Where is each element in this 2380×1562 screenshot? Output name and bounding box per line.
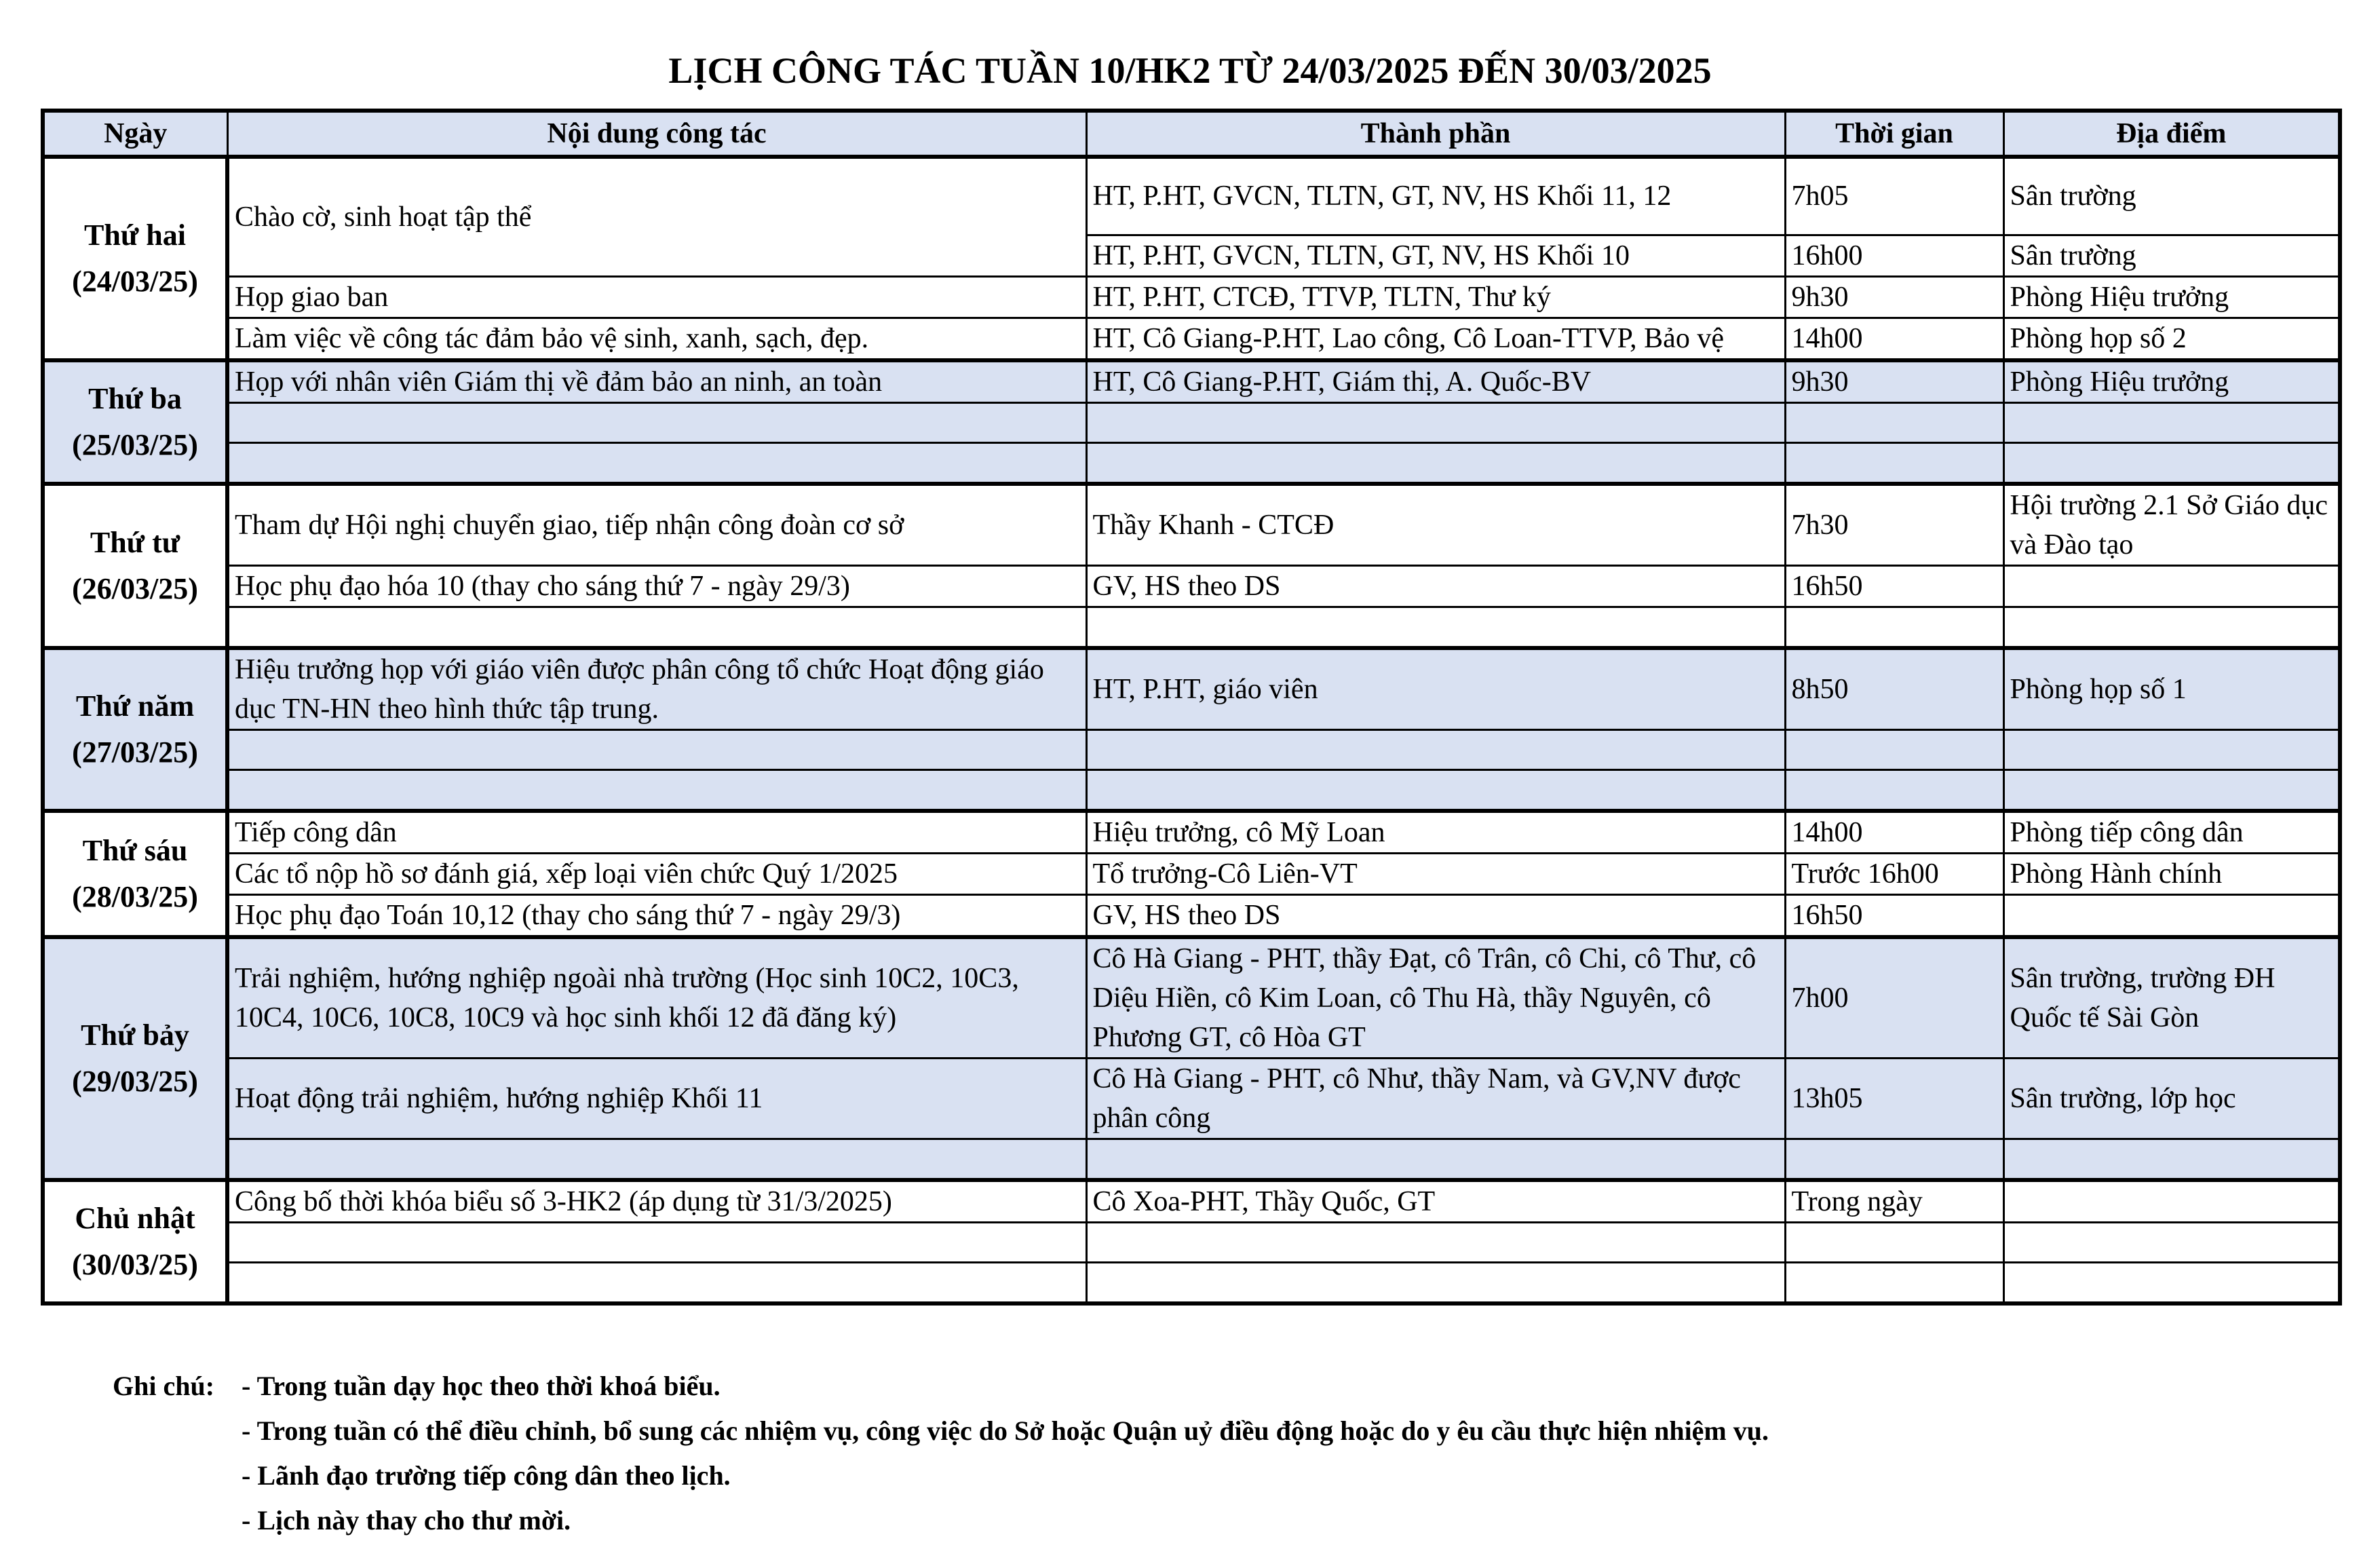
time-cell — [1785, 729, 2003, 769]
place-cell — [2003, 1180, 2340, 1223]
table-row — [43, 729, 2340, 769]
members-cell — [1086, 1262, 1785, 1303]
members-cell — [1086, 1139, 1785, 1180]
content-cell: Họp với nhân viên Giám thị về đảm bảo an ninh, an toàn — [227, 360, 1086, 403]
table-row — [43, 811, 2340, 854]
members-cell: GV, HS theo DS — [1086, 565, 1785, 607]
time-cell: 13h05 — [1785, 1058, 2003, 1139]
content-cell: Họp giao ban — [227, 276, 1086, 318]
members-cell: Hiệu trưởng, cô Mỹ Loan — [1086, 811, 1785, 854]
place-cell: Phòng Hiệu trưởng — [2003, 276, 2340, 318]
members-cell: HT, P.HT, giáo viên — [1086, 648, 1785, 730]
place-cell: Phòng tiếp công dân — [2003, 811, 2340, 854]
members-cell: HT, P.HT, GVCN, TLTN, GT, NV, HS Khối 10 — [1086, 235, 1785, 276]
day-name: Thứ bảy — [81, 1018, 189, 1052]
place-cell — [2003, 1139, 2340, 1180]
time-cell — [1785, 442, 2003, 484]
members-cell: Thầy Khanh - CTCĐ — [1086, 484, 1785, 566]
place-cell — [2003, 1222, 2340, 1262]
table-row — [43, 1262, 2340, 1303]
content-cell: Công bố thời khóa biểu số 3-HK2 (áp dụng từ 31/3/2025) — [227, 1180, 1086, 1223]
content-cell — [227, 729, 1086, 769]
place-cell: Sân trường, lớp học — [2003, 1058, 2340, 1139]
table-row — [43, 894, 2340, 937]
table-row — [43, 484, 2340, 566]
day-cell — [43, 484, 227, 648]
table-row — [43, 402, 2340, 442]
time-cell — [1785, 769, 2003, 811]
time-cell — [1785, 402, 2003, 442]
members-cell — [1086, 442, 1785, 484]
table-row — [43, 1222, 2340, 1262]
column-header-content: Nội dung công tác — [227, 111, 1086, 157]
members-cell: HT, Cô Giang-P.HT, Lao công, Cô Loan-TTVP, Bảo vệ — [1086, 318, 1785, 360]
time-cell: 16h00 — [1785, 235, 2003, 276]
column-header-time: Thời gian — [1785, 111, 2003, 157]
day-name: Thứ ba — [88, 381, 182, 415]
time-cell — [1785, 1262, 2003, 1303]
note-item: - Trong tuần có thể điều chỉnh, bổ sung các nhiệm vụ, công việc do Sở hoặc Quận uỷ điều động hoặc do y êu cầu thực hiện nhiệm vụ. — [242, 1415, 1769, 1446]
day-date: (24/03/25) — [72, 264, 198, 298]
content-cell — [227, 402, 1086, 442]
notes-label: Ghi chú: — [113, 1371, 215, 1401]
table-row — [43, 853, 2340, 894]
table-row — [43, 1058, 2340, 1139]
place-cell — [2003, 729, 2340, 769]
place-cell: Phòng họp số 1 — [2003, 648, 2340, 730]
place-cell — [2003, 1262, 2340, 1303]
notes-list — [242, 1364, 1769, 1543]
time-cell: Trước 16h00 — [1785, 853, 2003, 894]
time-cell: 14h00 — [1785, 811, 2003, 854]
content-cell: Tiếp công dân — [227, 811, 1086, 854]
column-header-members: Thành phần — [1086, 111, 1785, 157]
table-row — [43, 607, 2340, 648]
note-item: - Trong tuần dạy học theo thời khoá biểu. — [242, 1371, 721, 1401]
header-row — [43, 111, 2340, 157]
place-cell: Sân trường — [2003, 235, 2340, 276]
day-name: Thứ hai — [84, 218, 186, 252]
time-cell — [1785, 1222, 2003, 1262]
members-cell: HT, P.HT, GVCN, TLTN, GT, NV, HS Khối 11, 12 — [1086, 157, 1785, 235]
place-cell: Sân trường — [2003, 157, 2340, 235]
notes-section — [113, 1364, 1769, 1543]
day-date: (28/03/25) — [72, 879, 198, 913]
day-date: (27/03/25) — [72, 735, 198, 769]
note-item: - Lãnh đạo trường tiếp công dân theo lịch. — [242, 1460, 731, 1491]
table-row — [43, 1180, 2340, 1223]
time-cell: 8h50 — [1785, 648, 2003, 730]
time-cell — [1785, 607, 2003, 648]
members-cell — [1086, 729, 1785, 769]
time-cell — [1785, 1139, 2003, 1180]
members-cell — [1086, 402, 1785, 442]
time-cell: 7h30 — [1785, 484, 2003, 566]
place-cell: Sân trường, trường ĐH Quốc tế Sài Gòn — [2003, 937, 2340, 1059]
place-cell — [2003, 607, 2340, 648]
column-header-place: Địa điểm — [2003, 111, 2340, 157]
place-cell — [2003, 894, 2340, 937]
place-cell — [2003, 442, 2340, 484]
content-cell — [227, 607, 1086, 648]
day-name: Thứ sáu — [82, 833, 188, 867]
members-cell — [1086, 607, 1785, 648]
members-cell: HT, P.HT, CTCĐ, TTVP, TLTN, Thư ký — [1086, 276, 1785, 318]
table-row — [43, 157, 2340, 235]
content-cell: Hoạt động trải nghiệm, hướng nghiệp Khối 11 — [227, 1058, 1086, 1139]
content-cell — [227, 1222, 1086, 1262]
place-cell — [2003, 402, 2340, 442]
table-row — [43, 937, 2340, 1059]
time-cell: 14h00 — [1785, 318, 2003, 360]
table-row — [43, 1139, 2340, 1180]
place-cell: Phòng họp số 2 — [2003, 318, 2340, 360]
table-row — [43, 360, 2340, 403]
content-cell — [227, 442, 1086, 484]
content-cell — [227, 1139, 1086, 1180]
members-cell — [1086, 769, 1785, 811]
content-cell: Hiệu trưởng họp với giáo viên được phân công tổ chức Hoạt động giáo dục TN-HN theo hình thức tập trung. — [227, 648, 1086, 730]
day-date: (30/03/25) — [72, 1247, 198, 1281]
day-cell — [43, 811, 227, 937]
day-cell — [43, 1180, 227, 1303]
content-cell: Các tổ nộp hồ sơ đánh giá, xếp loại viên chức Quý 1/2025 — [227, 853, 1086, 894]
table-row — [43, 769, 2340, 811]
time-cell: 9h30 — [1785, 360, 2003, 403]
content-cell: Chào cờ, sinh hoạt tập thể — [227, 157, 1086, 276]
place-cell: Phòng Hành chính — [2003, 853, 2340, 894]
day-cell — [43, 648, 227, 811]
content-cell: Trải nghiệm, hướng nghiệp ngoài nhà trường (Học sinh 10C2, 10C3, 10C4, 10C6, 10C8, 10C9 và học sinh khối 12 đã đăng ký) — [227, 937, 1086, 1059]
content-cell: Làm việc về công tác đảm bảo vệ sinh, xanh, sạch, đẹp. — [227, 318, 1086, 360]
note-item: - Lịch này thay cho thư mời. — [242, 1505, 571, 1536]
table-row — [43, 648, 2340, 730]
page-title: LỊCH CÔNG TÁC TUẦN 10/HK2 TỪ 24/03/2025 ĐẾN 30/03/2025 — [668, 50, 1712, 91]
members-cell: Cô Xoa-PHT, Thầy Quốc, GT — [1086, 1180, 1785, 1223]
schedule-table — [41, 109, 2342, 1306]
day-cell — [43, 157, 227, 360]
time-cell: 7h05 — [1785, 157, 2003, 235]
day-name: Thứ tư — [90, 525, 180, 559]
table-row — [43, 318, 2340, 360]
members-cell: GV, HS theo DS — [1086, 894, 1785, 937]
day-name: Chủ nhật — [75, 1201, 195, 1235]
day-cell — [43, 937, 227, 1180]
day-cell — [43, 360, 227, 484]
members-cell: Cô Hà Giang - PHT, thầy Đạt, cô Trân, cô Chi, cô Thư, cô Diệu Hiền, cô Kim Loan, cô Thu Hà, thầy Nguyên, cô Phương GT, cô Hòa GT — [1086, 937, 1785, 1059]
members-cell: Cô Hà Giang - PHT, cô Như, thầy Nam, và GV,NV được phân công — [1086, 1058, 1785, 1139]
day-date: (29/03/25) — [72, 1064, 198, 1098]
day-date: (26/03/25) — [72, 571, 198, 605]
time-cell: 7h00 — [1785, 937, 2003, 1059]
content-cell — [227, 769, 1086, 811]
place-cell — [2003, 769, 2340, 811]
content-cell: Tham dự Hội nghị chuyển giao, tiếp nhận công đoàn cơ sở — [227, 484, 1086, 566]
content-cell: Học phụ đạo hóa 10 (thay cho sáng thứ 7 - ngày 29/3) — [227, 565, 1086, 607]
content-cell — [227, 1262, 1086, 1303]
place-cell: Hội trường 2.1 Sở Giáo dục và Đào tạo — [2003, 484, 2340, 566]
time-cell: 16h50 — [1785, 894, 2003, 937]
day-date: (25/03/25) — [72, 427, 198, 461]
members-cell — [1086, 1222, 1785, 1262]
table-row — [43, 442, 2340, 484]
day-name: Thứ năm — [75, 689, 195, 723]
content-cell: Học phụ đạo Toán 10,12 (thay cho sáng thứ 7 - ngày 29/3) — [227, 894, 1086, 937]
place-cell — [2003, 565, 2340, 607]
place-cell: Phòng Hiệu trưởng — [2003, 360, 2340, 403]
column-header-day: Ngày — [43, 111, 227, 157]
table-row — [43, 276, 2340, 318]
members-cell: HT, Cô Giang-P.HT, Giám thị, A. Quốc-BV — [1086, 360, 1785, 403]
time-cell: 9h30 — [1785, 276, 2003, 318]
members-cell: Tổ trưởng-Cô Liên-VT — [1086, 853, 1785, 894]
time-cell: 16h50 — [1785, 565, 2003, 607]
table-row — [43, 565, 2340, 607]
time-cell: Trong ngày — [1785, 1180, 2003, 1223]
